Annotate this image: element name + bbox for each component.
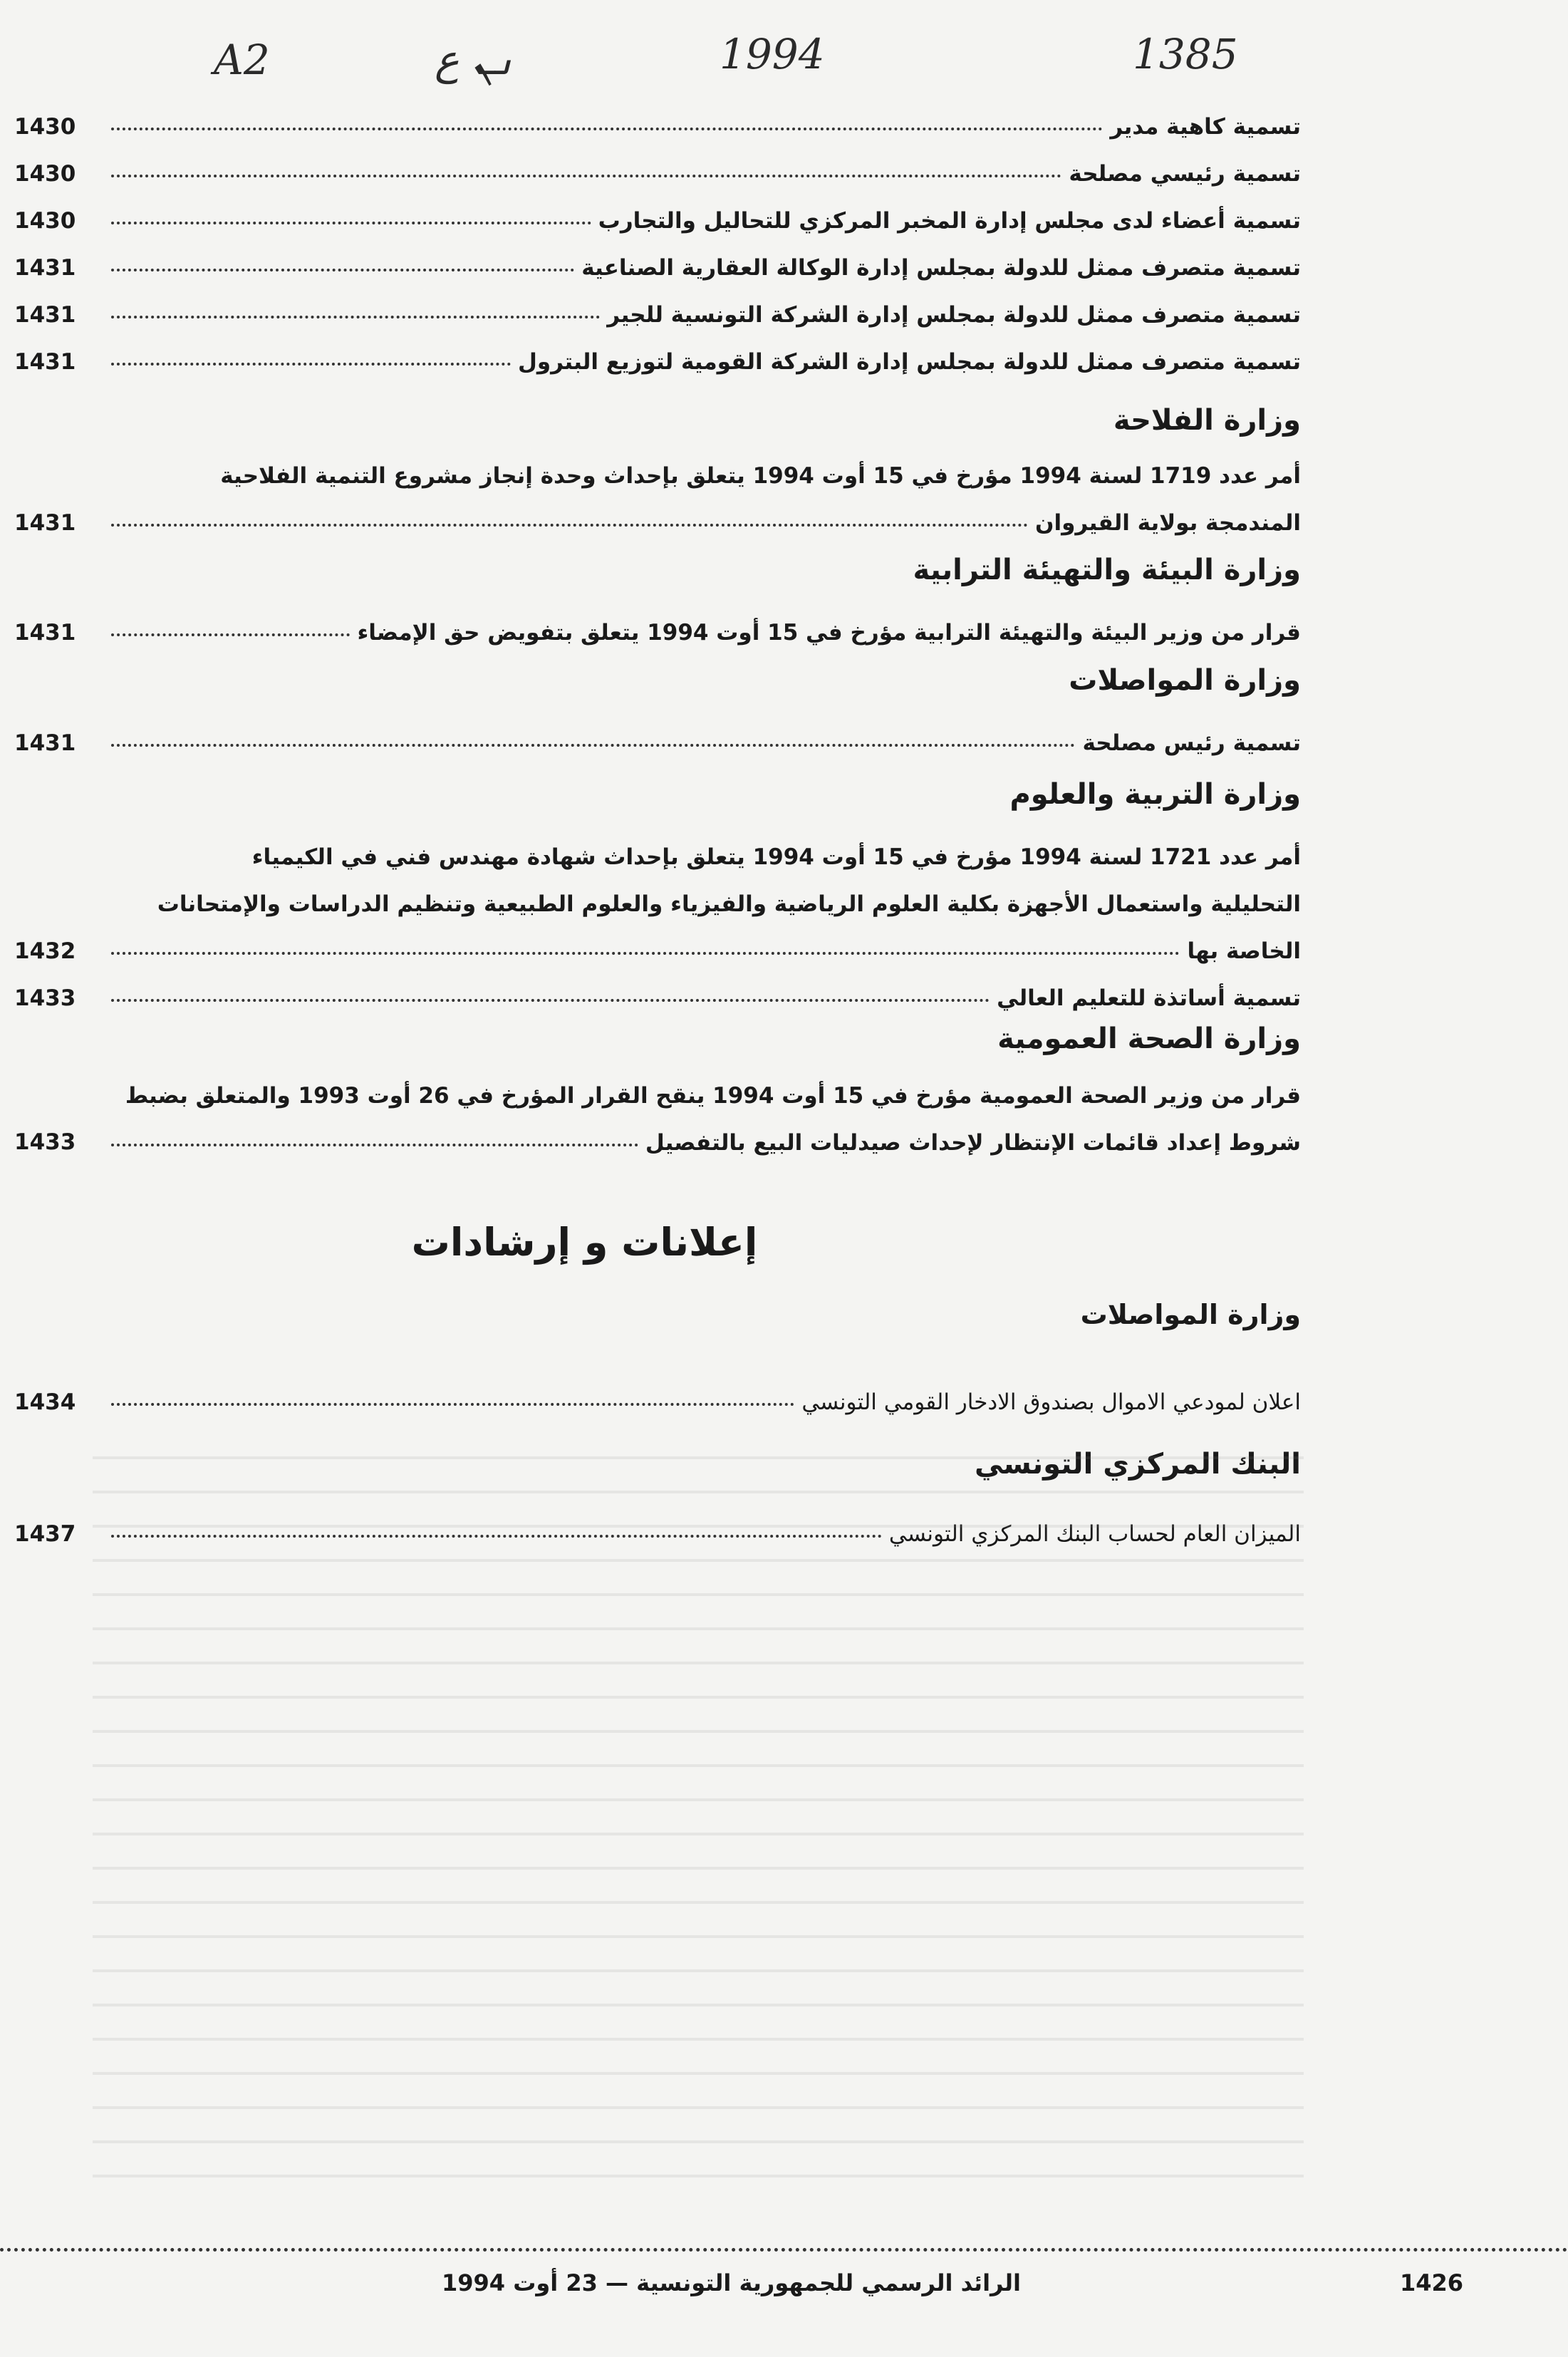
entry-line: أمر عدد 1721 لسنة 1994 مؤرخ في 15 أوت 1994 يتعلق بإحداث شهادة مهندس فني في الكيمياء bbox=[251, 844, 1301, 870]
page-number: 1426 bbox=[1400, 2269, 1464, 2296]
toc-entry[interactable]: تسمية رئيسي مصلحة bbox=[104, 150, 1301, 197]
environment-entry[interactable] bbox=[104, 609, 1301, 656]
entry-line-last: الخاصة بها bbox=[104, 928, 1301, 975]
toc-page-number: 1433 bbox=[14, 985, 76, 1011]
toc-page-number: 1430 bbox=[14, 208, 76, 234]
toc-page-number: 1431 bbox=[14, 255, 76, 281]
bleed-through-area bbox=[93, 1454, 1304, 2209]
handwritten-number: 1385 bbox=[1133, 30, 1238, 78]
announcements-communications-entry[interactable] bbox=[104, 1379, 1301, 1426]
entry-line: قرار من وزير الصحة العمومية مؤرخ في 15 أوت 1994 ينقح القرار المؤرخ في 26 أوت 1993 والمتعلق بضبط bbox=[125, 1083, 1301, 1109]
toc-top-list bbox=[104, 103, 1301, 385]
handwritten-mark-a2: A2 bbox=[214, 36, 270, 84]
entry-line: اعلان لمودعي الاموال بصندوق الادخار القومي التونسي bbox=[104, 1379, 1301, 1426]
agriculture-entry[interactable] bbox=[104, 452, 1301, 546]
toc-page-number: 1434 bbox=[14, 1389, 76, 1415]
entry-line: أمر عدد 1719 لسنة 1994 مؤرخ في 15 أوت 1994 يتعلق بإحداث وحدة إنجاز مشروع التنمية الفلاحية bbox=[220, 463, 1301, 489]
section-heading: وزارة الصحة العمومية bbox=[997, 1022, 1301, 1055]
section-heading: وزارة التربية والعلوم bbox=[1009, 778, 1301, 811]
announcements-title: إعلانات و إرشادات bbox=[411, 1220, 758, 1265]
toc-entry[interactable]: تسمية متصرف ممثل للدولة بمجلس إدارة الشركة القومية لتوزيع البترول bbox=[104, 338, 1301, 385]
section-heading: وزارة المواصلات bbox=[1069, 664, 1301, 697]
toc-entry[interactable]: تسمية كاهية مدير bbox=[104, 103, 1301, 150]
entry-line: التحليلية واستعمال الأجهزة بكلية العلوم الرياضية والفيزياء والعلوم الطبيعية وتنظيم الدراسات والإمتحانات bbox=[157, 891, 1301, 917]
section-environment bbox=[104, 542, 1301, 599]
section-agriculture bbox=[104, 392, 1301, 449]
section-communications bbox=[104, 652, 1301, 709]
footer-title: الرائد الرسمي للجمهورية التونسية — 23 أوت 1994 bbox=[442, 2269, 1021, 2296]
communications-entry[interactable] bbox=[104, 720, 1301, 767]
education-entry[interactable] bbox=[104, 834, 1301, 1022]
section-health bbox=[104, 1010, 1301, 1067]
entry-line[interactable]: تسمية أساتذة للتعليم العالي bbox=[104, 975, 1301, 1022]
toc-page-number: 1432 bbox=[14, 938, 76, 964]
entry-line: قرار من وزير البيئة والتهيئة الترابية مؤرخ في 15 أوت 1994 يتعلق بتفويض حق الإمضاء bbox=[104, 609, 1301, 656]
section-heading: وزارة البيئة والتهيئة الترابية bbox=[913, 554, 1301, 586]
toc-page-number: 1431 bbox=[14, 730, 76, 756]
entry-line: الميزان العام لحساب البنك المركزي التونسي bbox=[104, 1511, 1301, 1558]
section-heading: وزارة المواصلات bbox=[1080, 1299, 1301, 1330]
toc-page-number: 1430 bbox=[14, 161, 76, 187]
toc-page-number: 1437 bbox=[14, 1521, 76, 1547]
entry-line: تسمية رئيس مصلحة bbox=[104, 720, 1301, 767]
entry-line-last: شروط إعداد قائمات الإنتظار لإحداث صيدليات البيع بالتفصيل bbox=[104, 1119, 1301, 1166]
health-entry[interactable] bbox=[104, 1072, 1301, 1166]
toc-entry[interactable]: تسمية متصرف ممثل للدولة بمجلس إدارة الوكالة العقارية الصناعية bbox=[104, 244, 1301, 291]
toc-page-number: 1431 bbox=[14, 302, 76, 328]
toc-page-number: 1431 bbox=[14, 510, 76, 536]
handwritten-year: 1994 bbox=[720, 30, 825, 78]
announcements-communications bbox=[104, 1286, 1301, 1343]
handwritten-mark-middle: ܢܢ ﻉ bbox=[435, 36, 515, 84]
section-heading: البنك المركزي التونسي bbox=[974, 1448, 1301, 1481]
toc-page-number: 1433 bbox=[14, 1129, 76, 1155]
toc-page-number: 1430 bbox=[14, 114, 76, 140]
toc-entry[interactable]: تسمية متصرف ممثل للدولة بمجلس إدارة الشركة التونسية للجير bbox=[104, 291, 1301, 338]
toc-entry[interactable]: تسمية أعضاء لدى مجلس إدارة المخبر المركزي للتحاليل والتجارب bbox=[104, 197, 1301, 244]
entry-line-last: المندمجة بولاية القيروان bbox=[104, 499, 1301, 546]
toc-page-number: 1431 bbox=[14, 349, 76, 375]
section-education bbox=[104, 766, 1301, 823]
toc-page-number: 1431 bbox=[14, 620, 76, 646]
footer-rule bbox=[0, 2248, 1568, 2252]
section-heading: وزارة الفلاحة bbox=[1113, 404, 1301, 437]
